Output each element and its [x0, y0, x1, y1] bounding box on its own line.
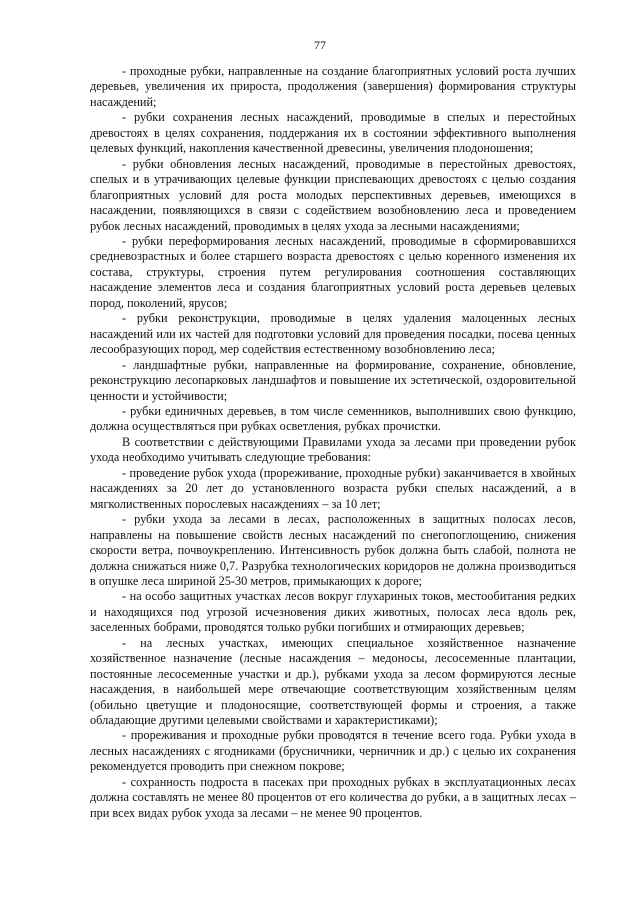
page-body: [90, 64, 576, 821]
page-number: 77: [314, 38, 326, 52]
paragraph-landscape-cutting: - ландшафтные рубки, направленные на формирование, сохранение, обновление, реконструкцию лесопарковых ландшафтов и повышение их эстетической, оздоровительной ценности и устойчивости;: [90, 357, 576, 403]
paragraph-requirement-special-purpose: - на лесных участках, имеющих специальное хозяйственное назначение хозяйственное назначение (лесные насаждения – медоносы, лесосеменные плантации, постоянные лесосеменные участки и др.), рубками ухода за лесом формируются лесные насаждения, в наибольшей мере отвечающие соответствующим хозяйственным целям (обильно цветущие и плодоносящие, соответствующей формы и строения, а также обладающие другими целевыми свойствами и характеристиками);: [90, 635, 576, 728]
paragraph-reformation-cutting: - рубки переформирования лесных насаждений, проводимые в сформировавшихся средневозрастных и более старшего возраста древостоях с целью коренного изменения их состава, структуры, строения путем регулирования соотношения составляющих насаждение элементов леса и создания благоприятных условий роста деревьев целевых пород, поколений, ярусов;: [90, 233, 576, 310]
paragraph-single-tree-cutting: - рубки единичных деревьев, в том числе семенников, выполнивших свою функцию, должна осуществляться при рубках осветления, рубках прочистки.: [90, 403, 576, 434]
paragraph-requirement-protective-strips: - рубки ухода за лесами в лесах, расположенных в защитных полосах лесов, направлены на повышение свойств лесных насаждений по снегопоглощению, снижения скорости ветра, почвоукреплению. Интенсивность рубок должна быть слабой, полнота не должна снижаться ниже 0,7. Разрубка технологических коридоров не должна производиться в опушке леса шириной 25-30 метров, примыкающих к дороге;: [90, 512, 576, 588]
paragraph-requirement-special-protection: - на особо защитных участках лесов вокруг глухариных токов, местообитания редких и находящихся под угрозой исчезновения диких животных, полосах леса вдоль рек, заселенных бобрами, проводятся только рубки погибших и отмирающих деревьев;: [90, 589, 576, 635]
paragraph-requirements-intro: В соответствии с действующими Правилами ухода за лесами при проведении рубок ухода необходимо учитывать следующие требования:: [90, 434, 576, 465]
paragraph-thinning-passage: - проходные рубки, направленные на создание благоприятных условий роста лучших деревьев, увеличения их прироста, продолжения (завершения) формирования структуры насаждений;: [90, 64, 576, 109]
paragraph-requirement-season: - прореживания и проходные рубки проводятся в течение всего года. Рубки ухода в лесных насаждениях с ягодниками (брусничники, черничник и др.) с целью их сохранения рекомендуется проводить при снежном покрове;: [90, 728, 576, 774]
paragraph-requirement-undergrowth: - сохранность подроста в пасеках при проходных рубках в эксплуатационных лесах должна составлять не менее 80 процентов от его количества до рубки, а в защитных лесах – при всех видах рубок ухода за лесами – не менее 90 процентов.: [90, 774, 576, 820]
paragraph-conservation-cutting: - рубки сохранения лесных насаждений, проводимые в спелых и перестойных древостоях в целях сохранения, поддержания их в состоянии эффективного выполнения целевых функций, накопления качественной древесины, увеличения плодоношения;: [90, 110, 576, 156]
paragraph-reconstruction-cutting: - рубки реконструкции, проводимые в целях удаления малоценных лесных насаждений или их частей для подготовки условий для проведения посадки, посева ценных лесообразующих пород, мер содействия естественному возобновлению леса;: [90, 311, 576, 357]
paragraph-requirement-age-limits: - проведение рубок ухода (прореживание, проходные рубки) заканчивается в хвойных насаждениях за 20 лет до установленного возраста рубки спелых насаждений, а в мягколиственных порослевых насаждениях – за 10 лет;: [90, 465, 576, 511]
paragraph-renewal-cutting: - рубки обновления лесных насаждений, проводимые в перестойных древостоях, спелых и в утрачивающих целевые функции приспевающих древостоях с целью создания благоприятных условий для роста молодых перспективных деревьев, имеющихся в насаждении, появляющихся в связи с содействием возобновлению леса и проведением рубок лесных насаждений, проводимых в целях ухода за лесными насаждениями;: [90, 156, 576, 233]
